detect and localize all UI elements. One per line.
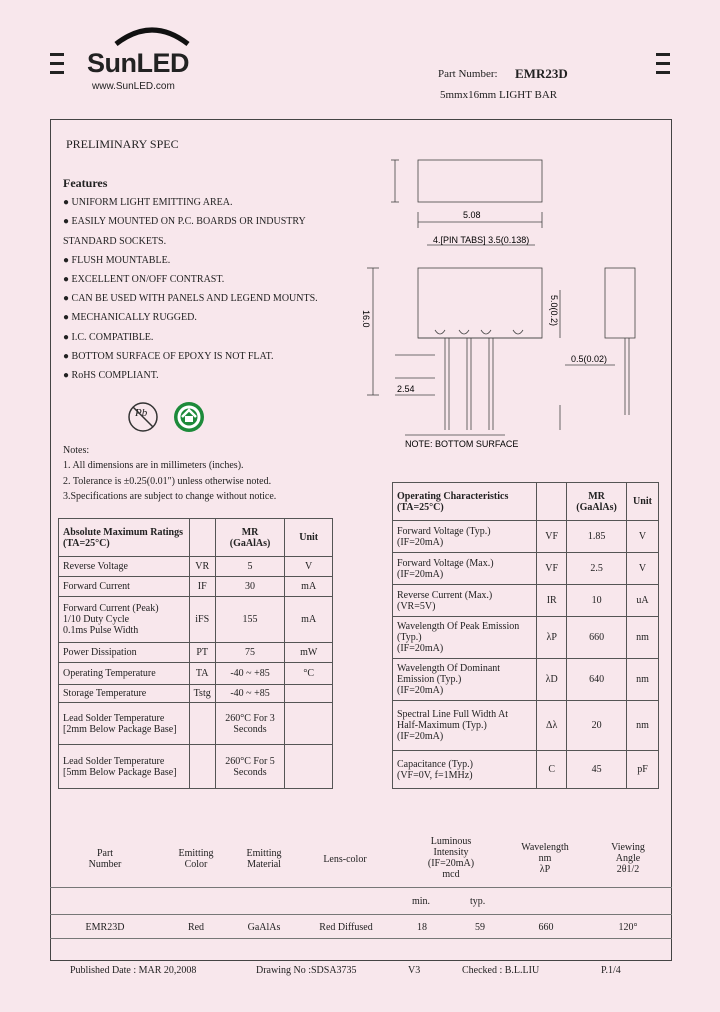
dim-height: 16.0 — [361, 310, 371, 328]
published-date: Published Date : MAR 20,2008 — [70, 965, 197, 976]
abs_max-row — [59, 557, 333, 577]
sel-angle: 120° — [618, 922, 638, 933]
abs_max-value: 30 — [215, 577, 285, 597]
dim-side: 5.0(0.2) — [549, 295, 559, 327]
abs_max-unit: mA — [285, 597, 333, 643]
spec-title: PRELIMINARY SPEC — [66, 137, 179, 151]
abs_max-value: 5 — [215, 557, 285, 577]
op_char-value: 640 — [567, 659, 627, 701]
abs_max-value: 260°C For 5 Seconds — [215, 745, 285, 789]
op-char-title: Operating Characteristics (TA=25°C) — [393, 483, 537, 521]
feature-item: ● BOTTOM SURFACE OF EPOXY IS NOT FLAT. — [63, 351, 274, 362]
abs_max-param: Forward Current (Peak) 1/10 Duty Cycle 0.1ms Pulse Width — [59, 597, 190, 643]
feature-item: ● MECHANICALLY RUGGED. — [63, 312, 197, 323]
op_char-row — [393, 751, 659, 789]
feature-item: ● CAN BE USED WITH PANELS AND LEGEND MOUNTS. — [63, 293, 318, 304]
op_char-unit: V — [627, 521, 659, 553]
abs_max-symbol: PT — [189, 643, 215, 663]
abs_max-row — [59, 685, 333, 703]
sel-typ: 59 — [475, 922, 485, 933]
op_char-param: Capacitance (Typ.) (VF=0V, f=1MHz) — [393, 751, 537, 789]
op_char-symbol: λD — [537, 659, 567, 701]
page-number: P.1/4 — [601, 965, 621, 976]
op-char-mr: MR (GaAlAs) — [567, 483, 627, 521]
sel-sub-typ: typ. — [470, 896, 486, 907]
abs_max-unit: °C — [285, 663, 333, 685]
abs-max-mr: MR (GaAlAs) — [215, 519, 285, 557]
op_char-value: 20 — [567, 701, 627, 751]
op_char-param: Spectral Line Full Width At Half-Maximum (Typ.) (IF=20mA) — [393, 701, 537, 751]
product-subtitle: 5mmx16mm LIGHT BAR — [440, 89, 558, 101]
op_char-value: 660 — [567, 617, 627, 659]
op_char-unit: nm — [627, 659, 659, 701]
abs_max-row — [59, 577, 333, 597]
note-item: 1. All dimensions are in millimeters (inches). — [63, 460, 244, 471]
op-char-unit-header: Unit — [627, 483, 659, 521]
abs_max-param: Forward Current — [59, 577, 190, 597]
dim-bottom: 2.54 — [397, 384, 415, 394]
sel-wavelength: 660 — [538, 922, 554, 933]
abs_max-symbol — [189, 703, 215, 745]
abs_max-value: 75 — [215, 643, 285, 663]
dim-pitch: 4.[PIN TABS] 3.5(0.138) — [433, 235, 530, 245]
op_char-unit: pF — [627, 751, 659, 789]
op_char-param: Forward Voltage (Max.) (IF=20mA) — [393, 553, 537, 585]
op_char-param: Wavelength Of Peak Emission (Typ.) (IF=20mA) — [393, 617, 537, 659]
abs_max-param: Reverse Voltage — [59, 557, 190, 577]
abs_max-row — [59, 597, 333, 643]
feature-item: ● EASILY MOUNTED ON P.C. BOARDS OR INDUSTRY — [63, 216, 306, 227]
feature-item: ● UNIFORM LIGHT EMITTING AREA. — [63, 197, 233, 208]
op_char-symbol: Δλ — [537, 701, 567, 751]
abs_max-value: -40 ~ +85 — [215, 685, 285, 703]
sel-header: Luminous Intensity (IF=20mA) mcd — [427, 836, 475, 880]
abs_max-unit — [285, 745, 333, 789]
notes-heading: Notes: — [63, 445, 90, 456]
op_char-row — [393, 617, 659, 659]
op_char-value: 1.85 — [567, 521, 627, 553]
feature-item: STANDARD SOCKETS. — [63, 236, 167, 247]
abs_max-value: 155 — [215, 597, 285, 643]
abs-max-unit-header: Unit — [285, 519, 333, 557]
sel-header: Wavelength nm λP — [521, 842, 569, 875]
op_char-row — [393, 659, 659, 701]
abs_max-symbol — [189, 745, 215, 789]
abs_max-symbol: IF — [189, 577, 215, 597]
op-char-table — [392, 482, 659, 789]
op_char-symbol: VF — [537, 553, 567, 585]
op_char-param: Wavelength Of Dominant Emission (Typ.) (IF=20mA) — [393, 659, 537, 701]
op_char-unit: nm — [627, 617, 659, 659]
dim-lead: 0.5(0.02) — [571, 354, 608, 364]
abs_max-param: Lead Solder Temperature [5mm Below Package Base] — [59, 745, 190, 789]
drawing-number: Drawing No :SDSA3735 — [256, 965, 357, 976]
abs_max-unit: mW — [285, 643, 333, 663]
abs_max-symbol: TA — [189, 663, 215, 685]
op_char-unit: uA — [627, 585, 659, 617]
dim-width: 5.08 — [463, 210, 481, 220]
op_char-value: 2.5 — [567, 553, 627, 585]
op_char-row — [393, 701, 659, 751]
abs_max-unit — [285, 685, 333, 703]
part-number-label: Part Number: — [438, 68, 498, 80]
abs_max-row — [59, 663, 333, 685]
feature-item: ● FLUSH MOUNTABLE. — [63, 255, 171, 266]
abs_max-param: Storage Temperature — [59, 685, 190, 703]
part-number: EMR23D — [515, 66, 568, 81]
op_char-symbol: VF — [537, 521, 567, 553]
feature-item: ● EXCELLENT ON/OFF CONTRAST. — [63, 274, 225, 285]
op_char-value: 10 — [567, 585, 627, 617]
sel-header: Lens-color — [323, 854, 367, 865]
rohs-recycle-icon — [172, 400, 206, 434]
package-drawing — [355, 150, 655, 450]
sel-header: Emitting Color — [178, 848, 214, 870]
sel-header: Viewing Angle 2θ1/2 — [611, 842, 645, 875]
sel-material: GaAlAs — [247, 922, 281, 933]
abs_max-param: Lead Solder Temperature [2mm Below Package Base] — [59, 703, 190, 745]
abs_max-unit: V — [285, 557, 333, 577]
op_char-unit: nm — [627, 701, 659, 751]
logo-arc — [112, 22, 192, 46]
abs_max-value: 260°C For 3 Seconds — [215, 703, 285, 745]
sel-header: Part Number — [88, 848, 122, 870]
abs_max-symbol: iFS — [189, 597, 215, 643]
abs_max-param: Power Dissipation — [59, 643, 190, 663]
features-heading: Features — [63, 176, 108, 190]
abs_max-row — [59, 745, 333, 789]
sel-lens: Red Diffused — [319, 922, 373, 933]
abs-max-title: Absolute Maximum Ratings (TA=25°C) — [59, 519, 190, 557]
op_char-row — [393, 553, 659, 585]
website[interactable]: www.SunLED.com — [92, 81, 175, 92]
pb-label: Pb — [135, 407, 148, 419]
abs_max-row — [59, 703, 333, 745]
version: V3 — [408, 965, 421, 976]
abs_max-unit: mA — [285, 577, 333, 597]
abs_max-symbol: Tstg — [189, 685, 215, 703]
feature-item: ● RoHS COMPLIANT. — [63, 370, 159, 381]
brand-logo: SunLED — [87, 48, 189, 78]
abs_max-value: -40 ~ +85 — [215, 663, 285, 685]
note-item: 3.Specifications are subject to change without notice. — [63, 491, 277, 502]
op_char-row — [393, 585, 659, 617]
sel-header: Emitting Material — [246, 848, 282, 870]
op_char-row — [393, 521, 659, 553]
sel-color: Red — [187, 922, 205, 933]
abs_max-row — [59, 643, 333, 663]
op_char-param: Forward Voltage (Typ.) (IF=20mA) — [393, 521, 537, 553]
op_char-unit: V — [627, 553, 659, 585]
op_char-param: Reverse Current (Max.) (VR=5V) — [393, 585, 537, 617]
checked-by: Checked : B.L.LIU — [462, 965, 540, 976]
dim-note: NOTE: BOTTOM SURFACE — [405, 439, 519, 449]
sel-sub-min: min. — [412, 896, 431, 907]
feature-item: ● I.C. COMPATIBLE. — [63, 332, 154, 343]
abs-max-table — [58, 518, 333, 789]
abs_max-symbol: VR — [189, 557, 215, 577]
op_char-value: 45 — [567, 751, 627, 789]
abs_max-param: Operating Temperature — [59, 663, 190, 685]
abs_max-unit — [285, 703, 333, 745]
sel-part: EMR23D — [85, 922, 125, 933]
op_char-symbol: IR — [537, 585, 567, 617]
note-item: 2. Tolerance is ±0.25(0.01") unless otherwise noted. — [63, 476, 272, 487]
sel-min: 18 — [417, 922, 427, 933]
op_char-symbol: C — [537, 751, 567, 789]
op_char-symbol: λP — [537, 617, 567, 659]
